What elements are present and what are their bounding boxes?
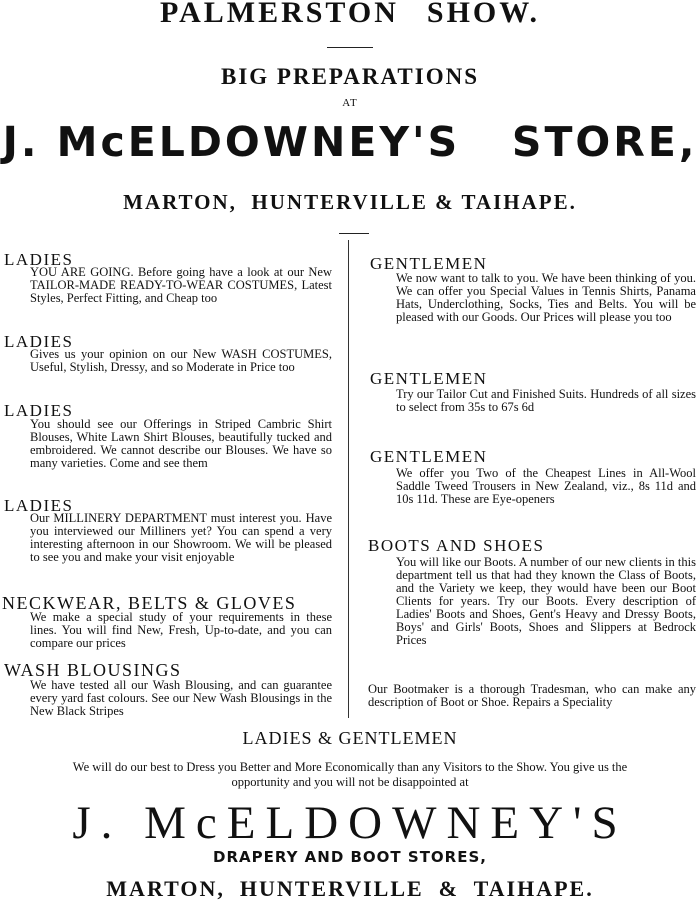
right-heading-gentlemen-1: GENTLEMEN <box>370 254 488 273</box>
right-heading-gentlemen-3: GENTLEMEN <box>370 447 488 466</box>
left-heading-ladies-3: LADIES <box>4 401 74 420</box>
show-title-palmerston: PALMERSTON <box>159 0 399 29</box>
left-body-wash-blousings: We have tested all our Wash Blousing, and can guarantee every yard fast colours. See our New Wash Blousings in the New Black Stripes <box>30 678 332 718</box>
left-heading-neckwear: NECKWEAR, BELTS & GLOVES <box>2 593 297 613</box>
left-heading-wash-blousings: WASH BLOUSINGS <box>4 660 182 680</box>
footer-store-name: J. McELDOWNEY'S <box>72 797 628 849</box>
column-divider <box>348 240 349 718</box>
right-heading-boots-shoes: BOOTS AND SHOES <box>368 536 545 555</box>
right-body-gentlemen-2: Try our Tailor Cut and Finished Suits. Hundreds of all sizes to select from 35s to 67s 6d <box>396 387 696 414</box>
left-body-neckwear: We make a special study of your requirements in these lines. You will find New, Fresh, Up-to-date, and you can compare our prices <box>30 610 332 650</box>
left-body-ladies-3: You should see our Offerings in Striped Cambric Shirt Blouses, White Lawn Shirt Blouses, beautifully tucked and embroidered. We cannot describe our Blouses. We have so many varieties. Come and see them <box>30 417 332 470</box>
left-body-ladies-2: Gives us your opinion on our New WASH COSTUMES, Useful, Stylish, Dressy, and so Moderate in Price too <box>30 347 332 374</box>
closing-line-2: opportunity and you will not be disappointed at <box>231 775 469 789</box>
ladies-gentlemen-heading: LADIES & GENTLEMEN <box>242 728 458 748</box>
left-heading-ladies-1: LADIES <box>4 250 74 269</box>
show-title-show: SHOW. <box>426 0 541 29</box>
left-body-ladies-4: Our MILLINERY DEPARTMENT must interest you. Have you interviewed our Milliners yet? You can spend a very interesting afternoon in our Showroom. We will be pleased to see you and make your visit enjoyable <box>30 511 332 564</box>
left-body-ladies-1: YOU ARE GOING. Before going have a look at our New TAILOR-MADE READY-TO-WEAR COSTUMES, Latest Styles, Perfect Fitting, and Cheap too <box>30 265 332 305</box>
right-body-gentlemen-3: We offer you Two of the Cheapest Lines in All-Wool Saddle Tweed Trousers in New Zealand, viz., 8s 11d and 10s 11d. These are Eye-openers <box>396 466 696 506</box>
header-rule <box>327 47 373 48</box>
footer-towns: MARTON, HUNTERVILLE & TAIHAPE. <box>106 876 594 901</box>
at-label: AT <box>342 97 358 109</box>
right-heading-gentlemen-2: GENTLEMEN <box>370 369 488 388</box>
right-body-gentlemen-1: We now want to talk to you. We have been thinking of you. We can offer you Special Values in Tennis Shirts, Panama Hats, Underclothing, Socks, Ties and Belts. You will be pleased with our Goods. Our Prices will please you too <box>396 271 696 324</box>
towns-rule <box>339 233 369 234</box>
right-body-bootmaker: Our Bootmaker is a thorough Tradesman, who can make any description of Boot or Shoe. Repairs a Speciality <box>368 682 696 709</box>
show-title <box>0 0 700 30</box>
closing-line-1: We will do our best to Dress you Better and More Economically than any Visitors to the Show. You give us the <box>72 760 628 774</box>
left-heading-ladies-2: LADIES <box>4 332 74 351</box>
store-towns: MARTON, HUNTERVILLE & TAIHAPE. <box>123 190 577 214</box>
store-name: J. McELDOWNEY'S STORE, <box>2 118 698 166</box>
left-heading-ladies-4: LADIES <box>4 496 74 515</box>
drapery-boot-stores: DRAPERY AND BOOT STORES, <box>213 848 487 866</box>
right-body-boots-shoes: You will like our Boots. A number of our new clients in this department tell us that had they known the Class of Boots, and the Variety we keep, they would have been our Boot Clients for years. Try our Boots. Every description of Ladies' Boots and Shoes, Gent's Heavy and Dressy Boots, Boys' and Girls' Boots, Shoes and Slippers at Bedrock Prices <box>396 555 696 647</box>
big-preparations-heading: BIG PREPARATIONS <box>221 64 479 89</box>
